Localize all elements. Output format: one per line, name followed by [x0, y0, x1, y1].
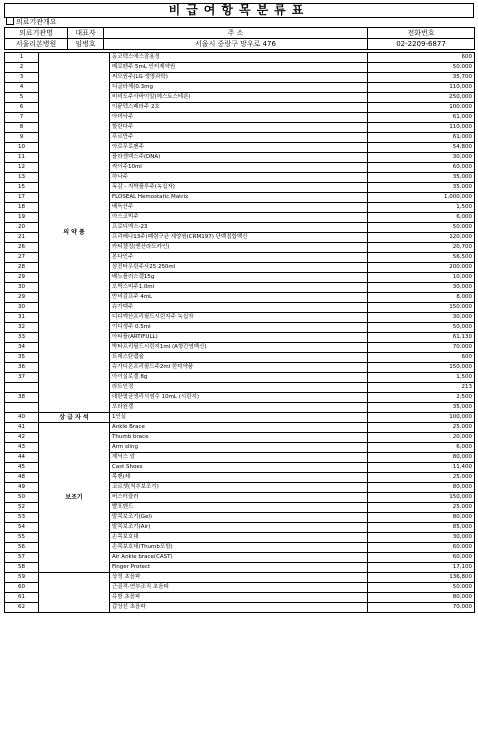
row-number: 13 [5, 173, 39, 183]
item-name: 푸르만주 [110, 133, 368, 143]
item-price: 100,000 [368, 413, 475, 423]
item-name: 프로디엑스-23 [110, 223, 368, 233]
row-number: 1 [5, 53, 39, 63]
item-price: 1,500 [368, 373, 475, 383]
item-price: 56,500 [368, 253, 475, 263]
item-name: 동코텍스에스잠용정 [110, 53, 368, 63]
row-number: 54 [5, 523, 39, 533]
item-name: 발목보조기(Gel) [110, 513, 368, 523]
item-price: 60,000 [368, 553, 475, 563]
item-price: 61,000 [368, 133, 475, 143]
row-number [5, 383, 39, 393]
item-price: 35,000 [368, 403, 475, 413]
row-number: 21 [5, 233, 39, 243]
category-cell [39, 573, 110, 613]
item-name: 손목보호대(Thumb포함) [110, 543, 368, 553]
item-name: 슈가디온프리필드주2ml 한미약품 [110, 363, 368, 373]
row-number: 15 [5, 183, 39, 193]
category-cell: 의 약 품 [39, 53, 110, 413]
item-name: 박타프리필드시린지1ml (A형간염백신) [110, 343, 368, 353]
row-number [5, 403, 39, 413]
item-name: 프리베나13주(폐렴구균 세양원(CRM197) 단백접합백신 [110, 233, 368, 243]
item-name: 대한멸균생리식염수 10mL (시린지) [110, 393, 368, 403]
item-name: 1인실 [110, 413, 368, 423]
item-name: 비비도주사바이알(메스토스테론) [110, 93, 368, 103]
item-price: 150,000 [368, 363, 475, 373]
row-number: 37 [5, 373, 39, 383]
item-price: 110,000 [368, 123, 475, 133]
item-price: 30,000 [368, 313, 475, 323]
item-name: 디글라제(0.3mg [110, 83, 368, 93]
row-number: 20 [5, 223, 39, 233]
item-price: 25,000 [368, 503, 475, 513]
row-number: 38 [5, 393, 39, 403]
item-name: 아이실로겔 8g [110, 373, 368, 383]
row-number: 55 [5, 533, 39, 543]
item-name: 라트인정 [110, 383, 368, 393]
row-number: 42 [5, 433, 39, 443]
item-name: FLOSEAL Hemostatic Matrix [110, 193, 368, 203]
item-price: 35,700 [368, 73, 475, 83]
item-name: Air Ankle brace(CAST) [110, 553, 368, 563]
row-number: 59 [5, 573, 39, 583]
row-number: 30 [5, 283, 39, 293]
address: 서울시 중랑구 망우로 476 [104, 39, 368, 50]
item-price: 70,000 [368, 343, 475, 353]
row-number: 58 [5, 563, 39, 573]
item-price: 250,000 [368, 93, 475, 103]
section-heading [6, 17, 57, 27]
row-number: 52 [5, 503, 39, 513]
item-price: 50,000 [368, 583, 475, 593]
row-number: 44 [5, 453, 39, 463]
row-number: 29 [5, 293, 39, 303]
row-number: 28 [5, 263, 39, 273]
item-price: 80,000 [368, 483, 475, 493]
row-number: 8 [5, 123, 39, 133]
item-price: 150,000 [368, 303, 475, 313]
item-price: 50,000 [368, 323, 475, 333]
item-name: 플라센덱스주(DNA) [110, 153, 368, 163]
row-number: 7 [5, 113, 39, 123]
item-price: 30,000 [368, 533, 475, 543]
item-name: 아로무로펜주 [110, 143, 368, 153]
item-name: 빨포밴드 [110, 503, 368, 513]
table-row [5, 53, 475, 63]
item-name: 오박스비주1.0ml [110, 283, 368, 293]
item-price: 85,000 [368, 523, 475, 533]
item-price: 17,100 [368, 563, 475, 573]
item-price: 150,000 [368, 493, 475, 503]
item-name: 아스코빅주 [110, 213, 368, 223]
item-price: 100,000 [368, 103, 475, 113]
row-number: 35 [5, 353, 39, 363]
row-number: 45 [5, 463, 39, 473]
institution-header-row [5, 28, 475, 39]
item-name: 목밴(쇄 [110, 473, 368, 483]
row-number: 34 [5, 343, 39, 353]
table-row [5, 423, 475, 433]
item-price: 50,000 [368, 223, 475, 233]
item-price: 600 [368, 353, 475, 363]
item-name: 오라원겔 [110, 403, 368, 413]
row-number: 49 [5, 483, 39, 493]
row-number: 6 [5, 103, 39, 113]
item-name: 삼진타우린주사25 250ml [110, 263, 368, 273]
item-name: 트레스탄캡슐 [110, 353, 368, 363]
category-cell: 보조기 [39, 423, 110, 573]
header-cell: 의료기관명 [5, 28, 68, 39]
item-name: Arm sling [110, 443, 368, 453]
page-title: 비급여항목분류표 [4, 3, 474, 18]
item-name: 발목보조기(Air) [110, 523, 368, 533]
row-number: 18 [5, 203, 39, 213]
item-price: 110,000 [368, 83, 475, 93]
category-cell: 상 급 자 석 [39, 413, 110, 423]
row-number: 40 [5, 413, 39, 423]
item-name: 버스터클러 [110, 493, 368, 503]
item-name: 본다인주 [110, 253, 368, 263]
item-name: 카티젤정(엔산라도카인) [110, 243, 368, 253]
item-price: 60,000 [368, 163, 475, 173]
item-price: 25,000 [368, 473, 475, 483]
item-name: 근골격-연부조직 초음파 [110, 583, 368, 593]
item-price: 6,000 [368, 443, 475, 453]
table-row [5, 413, 475, 423]
item-name: 할란다주 [110, 123, 368, 133]
row-number: 56 [5, 543, 39, 553]
item-name: 아미낙주 [110, 113, 368, 123]
item-name: 상정 초음파 [110, 573, 368, 583]
row-number: 32 [5, 323, 39, 333]
item-name: 하나주 [110, 173, 368, 183]
item-price: 2,500 [368, 393, 475, 403]
header-cell: 대표자 [68, 28, 104, 39]
item-price: 213 [368, 383, 475, 393]
row-number: 29 [5, 273, 39, 283]
row-number: 57 [5, 553, 39, 563]
item-name: 디디엑산프리필드시린지주 녹십자 [110, 313, 368, 323]
item-price: 10,000 [368, 273, 475, 283]
representative-name: 임병호 [68, 39, 104, 50]
institution-table [4, 27, 475, 50]
row-number: 26 [5, 243, 39, 253]
item-price: 1,500 [368, 203, 475, 213]
item-name: Thumb brace [110, 433, 368, 443]
item-price: 120,000 [368, 233, 475, 243]
row-number: 36 [5, 363, 39, 373]
institution-name: 서울리본병원 [5, 39, 68, 50]
institution-value-row [5, 39, 475, 50]
row-number: 41 [5, 423, 39, 433]
table-row [5, 573, 475, 583]
item-price: 60,000 [368, 543, 475, 553]
item-name: 제닉스 암 [110, 453, 368, 463]
item-name: 메로펜주 5mL 인터제약원 [110, 63, 368, 73]
item-name: 갑상선 초음파 [110, 603, 368, 613]
item-price: 25,000 [368, 423, 475, 433]
row-number: 60 [5, 583, 39, 593]
item-name: 베노플러스겔15g [110, 273, 368, 283]
row-number: 19 [5, 213, 39, 223]
item-price: 200,000 [368, 263, 475, 273]
row-number: 10 [5, 143, 39, 153]
item-price: 35,000 [368, 173, 475, 183]
row-number: 30 [5, 303, 39, 313]
item-price: 80,000 [368, 453, 475, 463]
phone-number: 02-2209-6877 [368, 39, 475, 50]
item-price: 80,000 [368, 593, 475, 603]
row-number: 50 [5, 493, 39, 503]
item-name: 독감 - 지박플루주(녹십자) [110, 183, 368, 193]
item-price: 20,700 [368, 243, 475, 253]
item-name: 아티플(ARTIFULL) [110, 333, 368, 343]
item-price: 30,000 [368, 153, 475, 163]
item-name: 써모원주(LG 생명과학) [110, 73, 368, 83]
row-number: 43 [5, 443, 39, 453]
item-price: 70,000 [368, 603, 475, 613]
row-number: 11 [5, 153, 39, 163]
item-price: 80,000 [368, 513, 475, 523]
item-name: 이뮨텍스페라주 2호 [110, 103, 368, 113]
item-table [4, 52, 475, 613]
row-number: 12 [5, 163, 39, 173]
item-name: 이디생주 0.5ml [110, 323, 368, 333]
item-price: 30,000 [368, 283, 475, 293]
item-price: 1,000,000 [368, 193, 475, 203]
row-number: 4 [5, 83, 39, 93]
item-price: 35,000 [368, 183, 475, 193]
row-number: 5 [5, 93, 39, 103]
item-price: 20,000 [368, 433, 475, 443]
item-price: 54,800 [368, 143, 475, 153]
section-label: 의료기관개요 [16, 18, 57, 26]
item-price: 61,000 [368, 113, 475, 123]
item-price: 600 [368, 53, 475, 63]
item-name: 싸이주10ml [110, 163, 368, 173]
item-price: 8,000 [368, 293, 475, 303]
item-name: Finger Protect [110, 563, 368, 573]
item-name: Cast Shoes [110, 463, 368, 473]
item-name: 유방 초음파 [110, 593, 368, 603]
item-name: 손목보호대 [110, 533, 368, 543]
row-number: 27 [5, 253, 39, 263]
row-number: 31 [5, 313, 39, 323]
row-number: 61 [5, 593, 39, 603]
item-name: Ankle Brace [110, 423, 368, 433]
checkbox-icon [6, 17, 14, 25]
row-number: 9 [5, 133, 39, 143]
row-number: 2 [5, 63, 39, 73]
header-cell: 주 소 [104, 28, 368, 39]
row-number: 48 [5, 473, 39, 483]
item-name: 베득산주 [110, 203, 368, 213]
row-number: 62 [5, 603, 39, 613]
row-number: 17 [5, 193, 39, 203]
item-name: 코르셋(척추보조기) [110, 483, 368, 493]
row-number: 53 [5, 513, 39, 523]
header-cell: 전화번호 [368, 28, 475, 39]
row-number: 3 [5, 73, 39, 83]
item-name: 슈가덱주 [110, 303, 368, 313]
item-name: 반비검프주 4mL [110, 293, 368, 303]
item-price: 136,800 [368, 573, 475, 583]
item-price: 61,130 [368, 333, 475, 343]
item-price: 50,000 [368, 63, 475, 73]
item-price: 6,000 [368, 213, 475, 223]
item-price: 11,400 [368, 463, 475, 473]
row-number: 33 [5, 333, 39, 343]
